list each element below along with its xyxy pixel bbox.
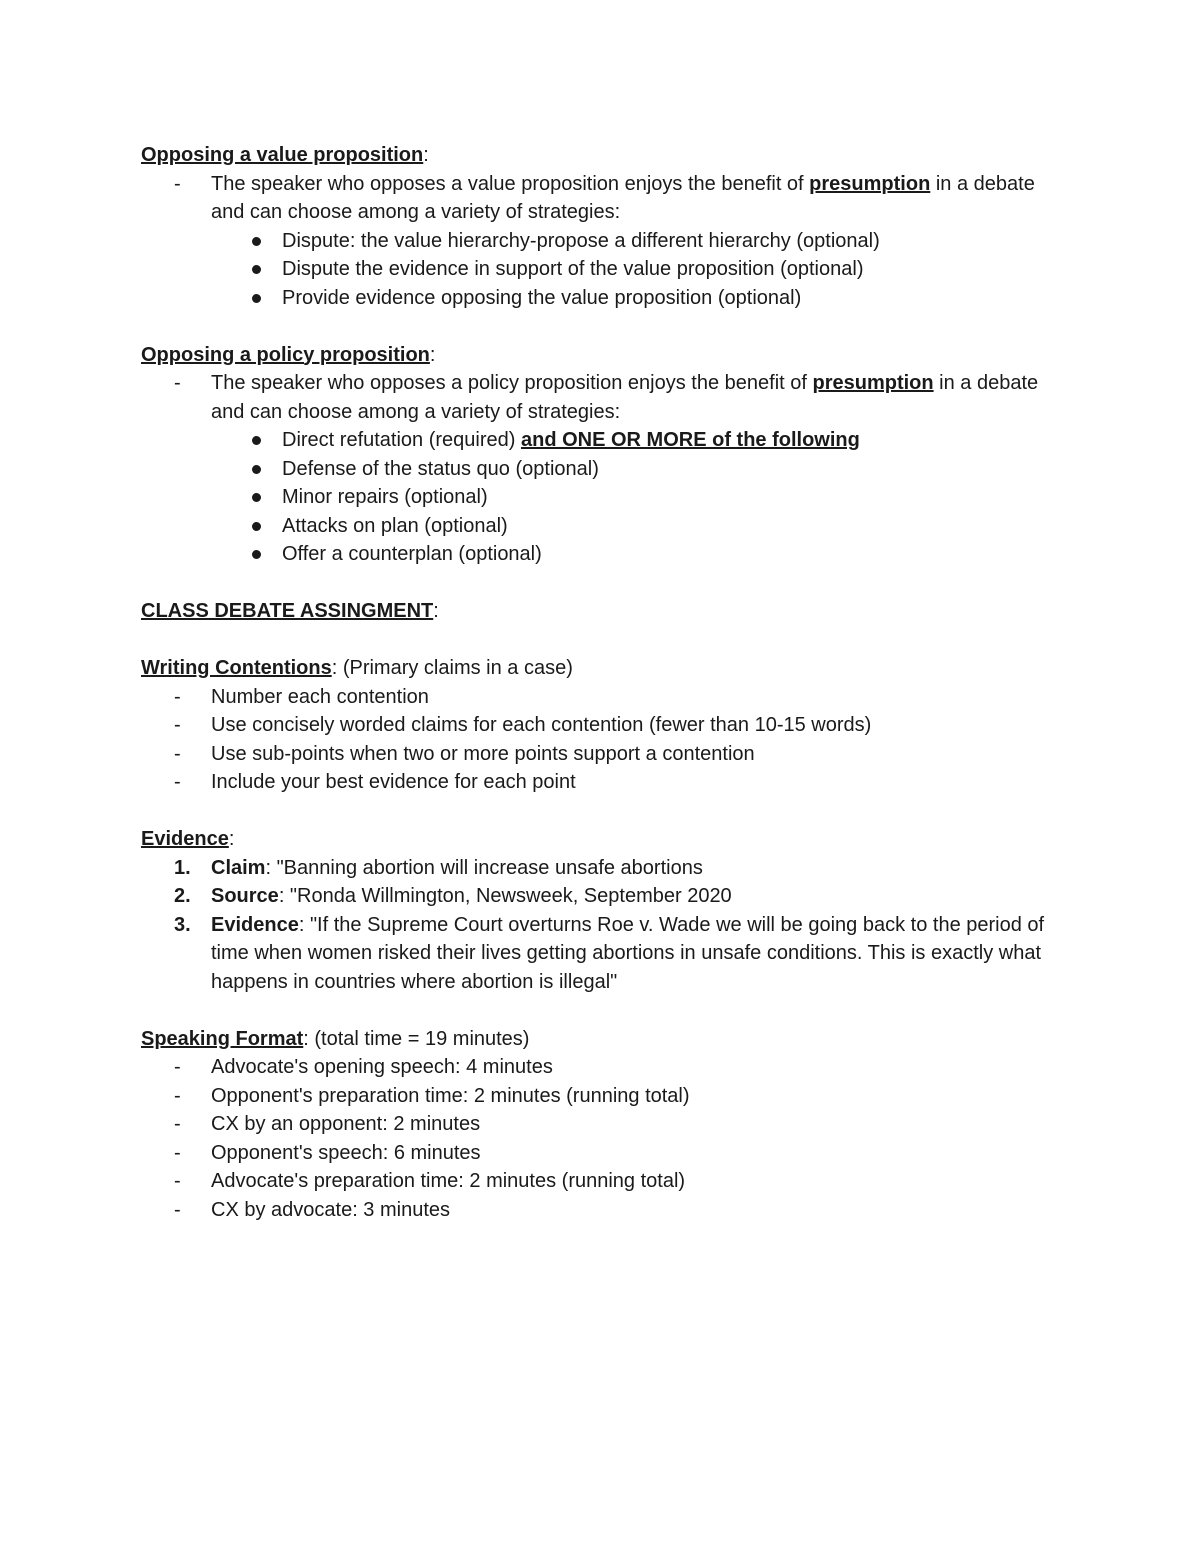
- speaking-format-section: [141, 1025, 1061, 1225]
- section-heading: [141, 654, 1061, 683]
- item-text: Use concisely worded claims for each contention (fewer than 10-15 words): [211, 714, 872, 736]
- item-text: : "If the Supreme Court overturns Roe v. Wade we will be going back to the period of time when women risked their lives getting abortions in unsafe conditions. This is exactly what happens in countries where abortion is illegal": [211, 913, 1045, 993]
- dash-mark: -: [174, 1141, 181, 1164]
- list-item: [141, 1053, 1061, 1082]
- bullet-item: [141, 540, 1061, 569]
- bullet-item: [141, 455, 1061, 484]
- assignment-section: [141, 597, 1061, 626]
- heading-colon: :: [433, 600, 439, 622]
- bullet-bold-text: and ONE OR MORE of the following: [520, 429, 860, 451]
- item-text: Number each contention: [211, 685, 429, 708]
- item-text: Opponent's preparation time: 2 minutes (running total): [211, 1084, 690, 1107]
- section-heading: [141, 825, 1061, 854]
- value-proposition-section: [141, 141, 1061, 312]
- bullet-text: Dispute the evidence in support of the value proposition (optional): [282, 258, 864, 280]
- dash-mark: -: [174, 742, 181, 765]
- heading-text: CLASS DEBATE ASSINGMENT: [141, 600, 434, 622]
- bullet-item: [141, 227, 1061, 256]
- bullet-item: [141, 483, 1061, 512]
- bullet-dot: [252, 493, 261, 502]
- section-heading: [141, 141, 1061, 170]
- bullet-text: Minor repairs (optional): [282, 486, 488, 508]
- item-text: CX by advocate: 3 minutes: [211, 1198, 451, 1221]
- item-text: Include your best evidence for each point: [211, 771, 576, 793]
- heading-colon: :: [423, 144, 429, 166]
- dash-list: [141, 683, 1061, 797]
- item-text: : "Banning abortion will increase unsafe abortions: [265, 856, 703, 879]
- section-heading: [141, 597, 1061, 626]
- dash-mark: -: [174, 172, 181, 195]
- heading-colon: :: [429, 343, 436, 366]
- bullet-text: Defense of the status quo (optional): [282, 457, 599, 480]
- heading-text: Opposing a policy proposition: [141, 343, 430, 366]
- bullet-dot: [252, 294, 261, 303]
- heading-text: Opposing a value proposition: [141, 144, 424, 166]
- heading-text: Evidence: [141, 828, 229, 850]
- intro-bold-term: presumption: [809, 172, 931, 195]
- bullet-dot: [252, 265, 261, 274]
- list-item: [141, 170, 1061, 313]
- numbered-item: [141, 854, 1061, 883]
- intro-bold-term: presumption: [812, 372, 934, 394]
- item-text: : "Ronda Willmington, Newsweek, September 2020: [278, 885, 732, 907]
- bullet-dot: [252, 465, 261, 474]
- bullet-item: [141, 512, 1061, 541]
- numbered-item: [141, 911, 1061, 997]
- bullet-text: Direct refutation (required): [282, 429, 521, 451]
- heading-colon: :: [228, 828, 235, 850]
- bullet-text: Offer a counterplan (optional): [282, 543, 542, 565]
- bullet-text: Provide evidence opposing the value proposition (optional): [282, 286, 802, 309]
- intro-text-end: in a debate and can choose among a variety of strategies:: [211, 172, 1035, 223]
- dash-mark: -: [174, 1084, 181, 1107]
- heading-suffix: : (Primary claims in a case): [331, 657, 573, 679]
- intro-text: The speaker who opposes a value proposition enjoys the benefit of: [211, 172, 810, 195]
- list-item: [141, 1167, 1061, 1196]
- list-item: [141, 740, 1061, 769]
- item-label: Claim: [211, 856, 266, 879]
- dash-mark: -: [174, 685, 181, 708]
- dash-mark: -: [174, 1198, 181, 1221]
- list-item: [141, 1110, 1061, 1139]
- dash-mark: -: [174, 771, 181, 793]
- item-text: CX by an opponent: 2 minutes: [211, 1113, 481, 1135]
- item-number: 3.: [174, 913, 191, 936]
- document-body: [141, 141, 1061, 1253]
- section-heading: [141, 341, 1061, 370]
- item-number: 1.: [174, 856, 191, 879]
- intro-text: The speaker who opposes a policy proposition enjoys the benefit of: [211, 372, 813, 394]
- item-number: 2.: [174, 885, 191, 907]
- numbered-item: [141, 882, 1061, 911]
- dash-list: [141, 1053, 1061, 1224]
- intro-text-end: in a debate and can choose among a variety of strategies:: [211, 372, 1039, 423]
- list-item: [141, 768, 1061, 797]
- list-item: [141, 711, 1061, 740]
- bullet-list: [211, 426, 1061, 569]
- bullet-dot: [252, 522, 261, 531]
- dash-list: [141, 170, 1061, 313]
- section-heading: [141, 1025, 1061, 1054]
- policy-proposition-section: [141, 341, 1061, 569]
- bullet-text: Dispute: the value hierarchy-propose a different hierarchy (optional): [282, 229, 880, 252]
- item-text: Opponent's speech: 6 minutes: [211, 1141, 481, 1164]
- dash-list: [141, 369, 1061, 569]
- dash-mark: -: [174, 1113, 181, 1135]
- item-text: Advocate's preparation time: 2 minutes (running total): [211, 1170, 686, 1192]
- item-text: Use sub-points when two or more points support a contention: [211, 742, 755, 765]
- bullet-item: [141, 426, 1061, 455]
- list-item: [141, 1139, 1061, 1168]
- bullet-text: Attacks on plan (optional): [282, 514, 508, 537]
- bullet-dot: [252, 436, 261, 445]
- dash-mark: -: [174, 1056, 181, 1078]
- list-item: [141, 369, 1061, 569]
- list-item: [141, 1082, 1061, 1111]
- item-text: Advocate's opening speech: 4 minutes: [211, 1056, 553, 1078]
- evidence-section: [141, 825, 1061, 996]
- bullet-list: [211, 227, 1061, 313]
- heading-text: Writing Contentions: [141, 657, 332, 679]
- bullet-dot: [252, 237, 261, 246]
- numbered-list: [141, 854, 1061, 997]
- heading-suffix: : (total time = 19 minutes): [303, 1027, 530, 1050]
- list-item: [141, 683, 1061, 712]
- list-item: [141, 1196, 1061, 1225]
- contentions-section: [141, 654, 1061, 797]
- heading-text: Speaking Format: [141, 1027, 304, 1050]
- bullet-item: [141, 284, 1061, 313]
- bullet-dot: [252, 550, 261, 559]
- dash-mark: -: [174, 714, 181, 736]
- item-label: Evidence: [211, 913, 299, 936]
- dash-mark: -: [174, 372, 181, 394]
- dash-mark: -: [174, 1170, 181, 1192]
- item-label: Source: [211, 885, 279, 907]
- bullet-item: [141, 255, 1061, 284]
